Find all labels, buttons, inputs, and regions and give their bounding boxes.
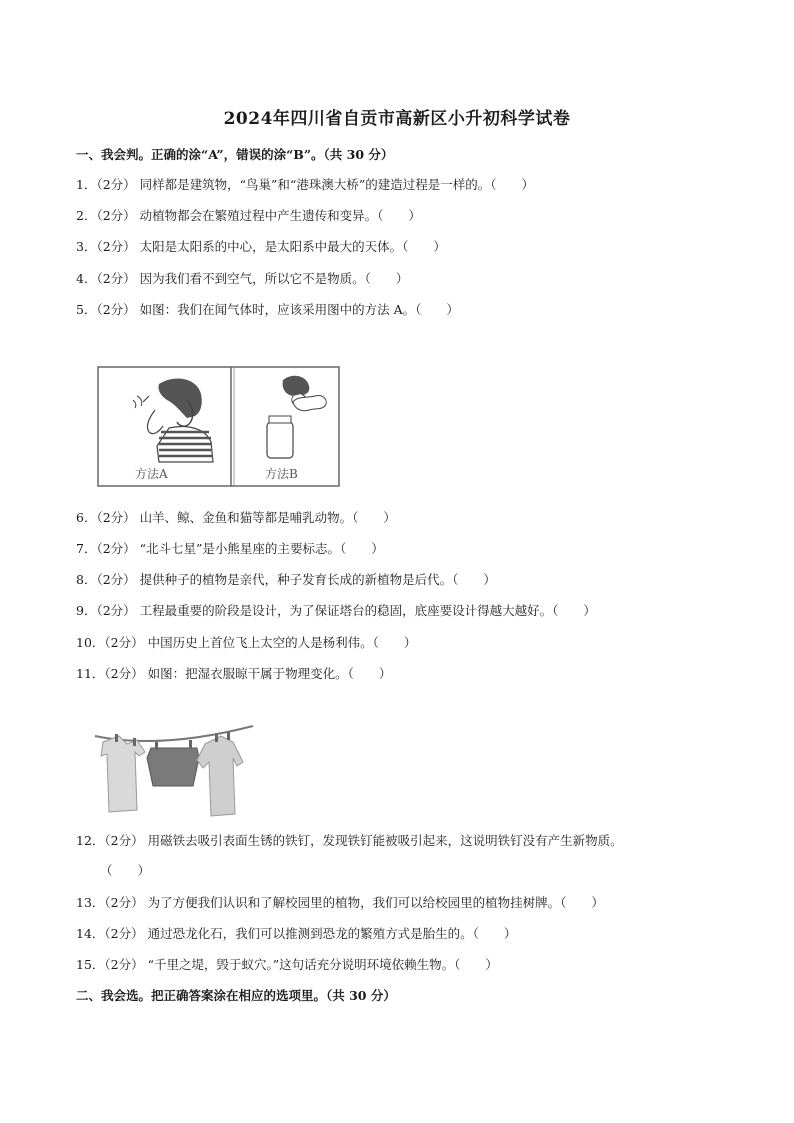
method-a-label: 方法A (135, 467, 168, 481)
shorts-middle (147, 748, 199, 786)
question-text: 山羊、鲸、金鱼和猫等都是哺乳动物。（ ） (139, 510, 396, 525)
question-number: 7． (76, 541, 97, 556)
question-11 (76, 664, 391, 682)
question-7 (76, 539, 384, 557)
question-score: （2分） (96, 603, 136, 618)
question-6 (76, 508, 396, 526)
question-number: 2． (76, 208, 97, 223)
question-text: 为了方便我们认识和了解校园里的植物，我们可以给校园里的植物挂树牌。（ ） (147, 895, 604, 910)
question-score: （2分） (104, 895, 144, 910)
question-text: 动植物都会在繁殖过程中产生遗传和变异。（ ） (139, 208, 421, 223)
question-9 (76, 601, 596, 619)
question-14 (76, 924, 516, 942)
question-text: 通过恐龙化石，我们可以推测到恐龙的繁殖方式是胎生的。（ ） (147, 926, 517, 941)
jar (267, 422, 293, 458)
question-text: 如图：把湿衣服晾干属于物理变化。（ ） (147, 666, 392, 681)
question-number: 9． (76, 603, 97, 618)
question-number: 3． (76, 239, 97, 254)
question-score: （2分） (96, 572, 136, 587)
question-score: （2分） (104, 833, 144, 848)
question-2 (76, 206, 421, 224)
question-12-answer-bracket: （ ） (100, 863, 151, 878)
question-score: （2分） (96, 541, 136, 556)
question-number: 6． (76, 510, 97, 525)
question-1 (76, 175, 534, 193)
peg (227, 732, 230, 740)
question-score: （2分） (104, 957, 144, 972)
question-number: 10． (76, 635, 105, 650)
method-b-label: 方法B (265, 467, 298, 481)
question-score: （2分） (96, 271, 136, 286)
question-score: （2分） (96, 510, 136, 525)
peg (189, 740, 192, 748)
question-text: 提供种子的植物是亲代，种子发育长成的新植物是后代。（ ） (139, 572, 496, 587)
question-score: （2分） (96, 302, 136, 317)
question-12 (76, 831, 623, 849)
question-text: “北斗七星”是小熊星座的主要标志。（ ） (139, 541, 384, 556)
peg (115, 734, 118, 742)
question-text: 太阳是太阳系的中心，是太阳系中最大的天体。（ ） (139, 239, 446, 254)
smelling-methods-figure (97, 366, 340, 487)
exam-title: 2024年四川省自贡市高新区小升初科学试卷 (223, 109, 571, 129)
drying-clothes-figure (93, 722, 258, 822)
question-number: 1． (76, 177, 97, 192)
question-score: （2分） (96, 208, 136, 223)
question-number: 5． (76, 302, 97, 317)
question-number: 13． (76, 895, 105, 910)
question-text: 如图：我们在闻气体时，应该采用图中的方法 A。（ ） (139, 302, 459, 317)
question-4 (76, 269, 408, 287)
question-score: （2分） (96, 239, 136, 254)
section-1-heading: 一、我会判。正确的涂“A”，错误的涂“B”。（共 30 分） (76, 147, 394, 162)
question-text: “千里之堤，毁于蚁穴。”这句话充分说明环境依赖生物。（ ） (147, 957, 498, 972)
question-number: 15． (76, 957, 105, 972)
question-score: （2分） (104, 635, 144, 650)
section-2-heading: 二、我会选。把正确答案涂在相应的选项里。（共 30 分） (76, 988, 396, 1003)
question-number: 12． (76, 833, 105, 848)
peg (155, 742, 158, 750)
question-15 (76, 955, 498, 973)
question-text: 用磁铁去吸引表面生锈的铁钉，发现铁钉能被吸引起来，这说明铁钉没有产生新物质。 (147, 833, 623, 848)
question-score: （2分） (96, 177, 136, 192)
question-13 (76, 893, 604, 911)
question-10 (76, 633, 416, 651)
question-5 (76, 300, 459, 318)
question-score: （2分） (104, 666, 144, 681)
question-score: （2分） (104, 926, 144, 941)
question-text: 因为我们看不到空气，所以它不是物质。（ ） (139, 271, 409, 286)
question-number: 4． (76, 271, 97, 286)
question-text: 中国历史上首位飞上太空的人是杨利伟。（ ） (147, 635, 417, 650)
peg (215, 734, 218, 742)
question-number: 14． (76, 926, 105, 941)
question-number: 8． (76, 572, 97, 587)
peg (133, 738, 136, 746)
question-3 (76, 237, 446, 255)
jar-lid (269, 416, 291, 423)
question-number: 11． (76, 666, 105, 681)
question-text: 同样都是建筑物，“鸟巢”和“港珠澳大桥”的建造过程是一样的。（ ） (139, 177, 534, 192)
question-text: 工程最重要的阶段是设计，为了保证塔台的稳固，底座要设计得越大越好。（ ） (139, 603, 596, 618)
question-8 (76, 570, 496, 588)
shirt-right (197, 736, 243, 816)
shirt-left (101, 736, 145, 812)
